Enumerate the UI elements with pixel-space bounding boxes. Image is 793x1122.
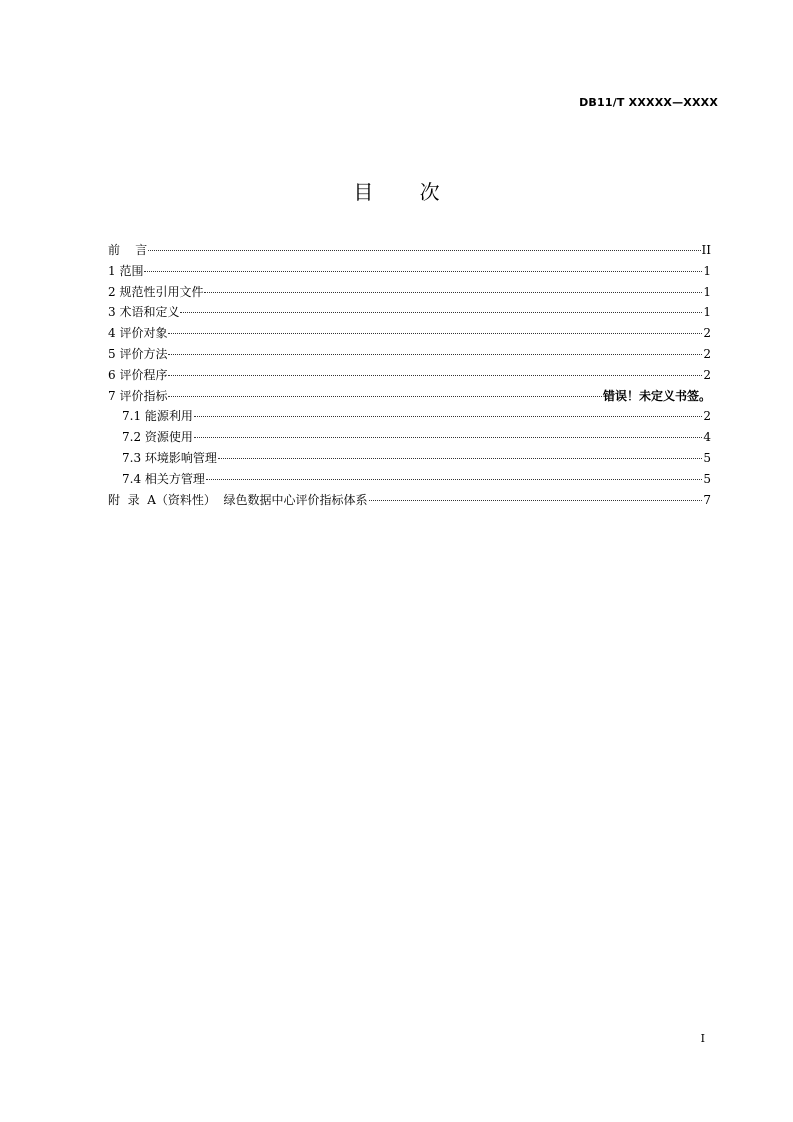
toc-entry-page: 2 (703, 346, 711, 361)
toc-entry-page: 4 (703, 430, 711, 445)
page-number: I (700, 1032, 705, 1045)
toc-entry-page: 2 (703, 326, 711, 341)
toc-leader-dots (204, 292, 702, 293)
document-code: DB11/T XXXXX—XXXX (579, 96, 718, 109)
toc-entry-page: 7 (703, 492, 711, 507)
toc-entry-label: 4 评价对象 (108, 326, 168, 341)
toc-leader-dots (148, 250, 700, 251)
toc-entry-label: 6 评价程序 (108, 367, 168, 382)
toc-leader-dots (194, 416, 702, 417)
toc-entry-evaluation-method[interactable] (108, 344, 711, 365)
toc-entry-foreword[interactable] (108, 240, 711, 261)
toc-leader-dots (168, 354, 702, 355)
toc-entry-label: 7.3 环境影响管理 (122, 450, 217, 465)
toc-entry-page: 2 (703, 367, 711, 382)
toc-entry-evaluation-indicators[interactable] (108, 386, 711, 407)
toc-leader-dots (144, 271, 702, 272)
toc-leader-dots (168, 333, 702, 334)
toc-entry-label: 前 言 (108, 243, 148, 257)
toc-entry-label: 7.2 资源使用 (122, 430, 193, 445)
toc-entry-label: 附 录 A（资料性） 绿色数据中心评价指标体系 (108, 492, 368, 507)
toc-leader-dots (218, 458, 702, 459)
toc-leader-dots (194, 437, 702, 438)
toc-entry-page: 2 (703, 409, 711, 424)
toc-entry-page: 5 (703, 471, 711, 486)
toc-entry-label: 5 评价方法 (108, 346, 168, 361)
toc-entry-evaluation-object[interactable] (108, 323, 711, 344)
toc-entry-stakeholder-management[interactable] (108, 469, 711, 490)
toc-leader-dots (206, 479, 702, 480)
toc-entry-normative-references[interactable] (108, 282, 711, 303)
toc-entry-page: 1 (703, 263, 711, 278)
toc-entry-page: 1 (703, 305, 711, 320)
toc-entry-resource-use[interactable] (108, 427, 711, 448)
toc-entry-page: 1 (703, 284, 711, 299)
toc-leader-dots (168, 375, 702, 376)
table-of-contents (108, 240, 711, 510)
toc-leader-dots (369, 500, 703, 501)
toc-entry-label: 1 范围 (108, 263, 144, 278)
page-title: 目 次 (353, 180, 440, 204)
toc-entry-label: 3 术语和定义 (108, 305, 180, 320)
toc-entry-terms[interactable] (108, 302, 711, 323)
toc-bookmark-error: 错误！未定义书签。 (602, 388, 711, 403)
toc-leader-dots (180, 312, 702, 313)
toc-leader-dots (168, 396, 602, 397)
toc-entry-label: 7.4 相关方管理 (122, 471, 205, 486)
toc-entry-energy-use[interactable] (108, 406, 711, 427)
toc-entry-page: 5 (703, 450, 711, 465)
toc-entry-page: II (701, 243, 711, 257)
toc-entry-scope[interactable] (108, 261, 711, 282)
toc-entry-label: 2 规范性引用文件 (108, 284, 204, 299)
toc-entry-evaluation-procedure[interactable] (108, 365, 711, 386)
toc-entry-label: 7 评价指标 (108, 388, 168, 403)
toc-entry-appendix-a[interactable] (108, 490, 711, 511)
toc-entry-label: 7.1 能源利用 (122, 409, 193, 424)
toc-entry-environmental-management[interactable] (108, 448, 711, 469)
